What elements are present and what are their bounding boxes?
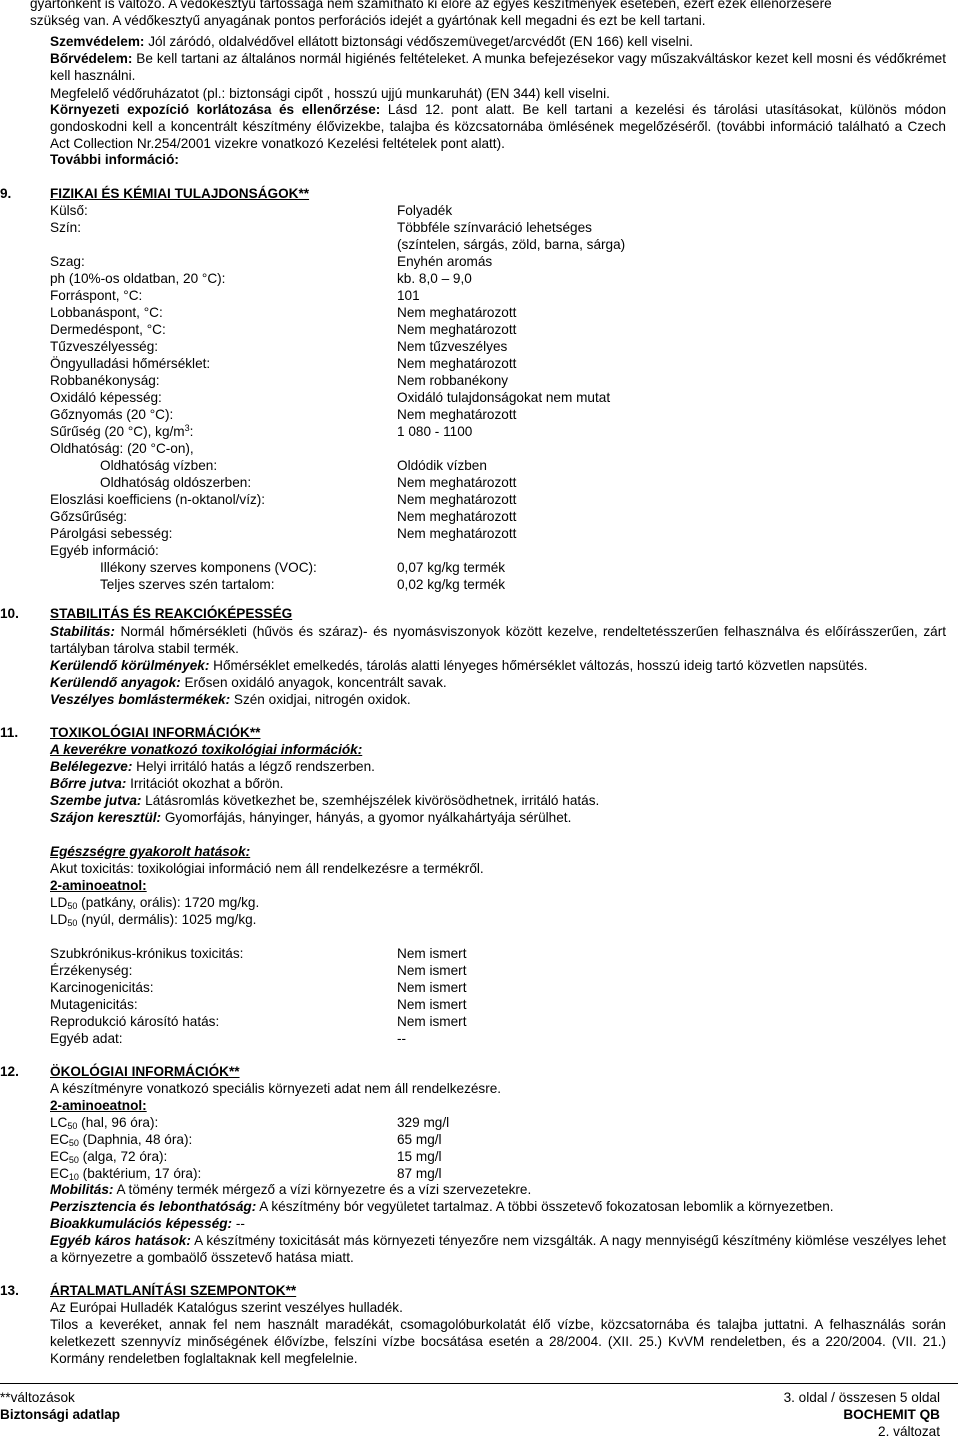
mobility-text: A tömény termék mérgező a vízi környezetre és a vízi szervezetekre. bbox=[113, 1182, 532, 1197]
ecotox-prefix: LC bbox=[50, 1115, 68, 1130]
toxicity-name: Mutagenicitás: bbox=[50, 997, 138, 1012]
paragraph-gloves bbox=[30, 0, 946, 29]
gloves-line-1: gyártónként is változó. A védőkesztyű tartóssága nem számítható ki előre az egyes készítmények esetében, ezért ezek ellenőrzésére bbox=[30, 0, 832, 11]
property-value: Nem meghatározott bbox=[397, 407, 517, 422]
property-value: Oldódik vízben bbox=[397, 458, 487, 473]
toxicity-name: Érzékenység: bbox=[50, 963, 133, 978]
property-name: Oldhatóság oldószerben: bbox=[100, 475, 252, 490]
materials-to-avoid-text: Erősen oxidáló anyagok, koncentrált savak. bbox=[180, 675, 447, 690]
skin-protection bbox=[50, 50, 946, 84]
other-effects-label: Egyéb káros hatások: bbox=[50, 1233, 191, 1248]
decomposition-label: Veszélyes bomlástermékek: bbox=[50, 692, 231, 707]
ecotox-sub: 10 bbox=[68, 1172, 79, 1182]
toxicity-value: -- bbox=[397, 1031, 407, 1046]
materials-to-avoid bbox=[50, 674, 447, 691]
aminoethanol-label-tox: 2-aminoeatnol: bbox=[50, 878, 147, 893]
footer-divider bbox=[0, 1383, 958, 1384]
section-11-number: 11. bbox=[0, 725, 19, 740]
eye-protection bbox=[50, 33, 693, 50]
property-name: Eloszlási koefficiens (n-oktanol/víz): bbox=[50, 492, 266, 507]
other-effects-text: A készítmény toxicitását más környezeti tényezőre nem vizsgálták. A nagy mennyiségű készítmény kiömlése veszélyes lehet a környezetre a gombaölő összetevő hatása miatt. bbox=[50, 1233, 946, 1266]
property-value: 1 080 - 1100 bbox=[397, 424, 473, 439]
toxicity-name: Reprodukció károsító hatás: bbox=[50, 1014, 220, 1029]
property-value: Nem robbanékony bbox=[397, 373, 509, 388]
property-value: Oxidáló tulajdonságokat nem mutat bbox=[397, 390, 611, 405]
aminoethanol-label-eco: 2-aminoeatnol: bbox=[50, 1098, 147, 1113]
ecotox-desc: (Daphnia, 48 óra): bbox=[78, 1132, 193, 1147]
ld50-oral bbox=[50, 894, 259, 911]
property-name: Forráspont, °C: bbox=[50, 288, 143, 303]
ecotox-value: 15 mg/l bbox=[397, 1149, 442, 1164]
stability-label: Stabilitás: bbox=[50, 624, 115, 639]
density-label bbox=[50, 423, 193, 440]
ingestion-text: Gyomorfájás, hányinger, hányás, a gyomor nyálkahártyája sérülhet. bbox=[161, 810, 572, 825]
superscript-3: 3 bbox=[184, 423, 190, 433]
property-value: Folyadék bbox=[397, 203, 453, 218]
property-name: Robbanékonyság: bbox=[50, 373, 160, 388]
property-name: Szín: bbox=[50, 220, 81, 235]
mixture-tox-subtitle: A keverékre vonatkozó toxikológiai információk: bbox=[50, 742, 363, 757]
ld50-oral-prefix: LD bbox=[50, 895, 68, 910]
section-10-title: STABILITÁS ÉS REAKCIÓKÉPESSÉG bbox=[50, 606, 293, 621]
property-name: Illékony szerves komponens (VOC): bbox=[100, 560, 317, 575]
section-13-number: 13. bbox=[0, 1283, 19, 1298]
env-exposure-ref: Lásd 12. pont alatt. bbox=[380, 102, 515, 117]
protective-clothing: Megfelelő védőruházatot (pl.: biztonsági cipőt , hosszú ujjú munkaruhát) (EN 344) kell viselni. bbox=[50, 86, 610, 101]
persistence-label: Perzisztencia és lebonthatóság: bbox=[50, 1199, 257, 1214]
ecotox-name bbox=[50, 1148, 167, 1165]
skin-protection-text: Be kell tartani az általános normál higiénés feltételeket. A munka befejezésekor vagy műszakváltáskor kezet kell mosni és védőkrémet kell használni. bbox=[50, 51, 946, 84]
section-9-title: FIZIKAI ÉS KÉMIAI TULAJDONSÁGOK** bbox=[50, 186, 310, 201]
eye-contact bbox=[50, 792, 599, 809]
property-name: Szag: bbox=[50, 254, 85, 269]
materials-to-avoid-label: Kerülendő anyagok: bbox=[50, 675, 181, 690]
property-name: ph (10%-os oldatban, 20 °C): bbox=[50, 271, 226, 286]
inhalation bbox=[50, 758, 375, 775]
ecotox-desc: (baktérium, 17 óra): bbox=[78, 1166, 202, 1181]
ecotox-desc: (alga, 72 óra): bbox=[78, 1149, 168, 1164]
further-info-label: További információ: bbox=[50, 152, 179, 167]
toxicity-name: Karcinogenicitás: bbox=[50, 980, 154, 995]
ecotox-prefix: EC bbox=[50, 1149, 69, 1164]
property-name: Öngyulladási hőmérséklet: bbox=[50, 356, 211, 371]
skin-contact bbox=[50, 775, 283, 792]
toxicity-name: Szubkrónikus-krónikus toxicitás: bbox=[50, 946, 244, 961]
section-12-number: 12. bbox=[0, 1064, 19, 1079]
skin-contact-label: Bőrre jutva: bbox=[50, 776, 127, 791]
property-value: Nem meghatározott bbox=[397, 492, 517, 507]
property-colon: : bbox=[189, 424, 194, 439]
ld50-dermal-sub: 50 bbox=[67, 918, 78, 928]
ecotox-value: 65 mg/l bbox=[397, 1132, 442, 1147]
ld50-oral-sub: 50 bbox=[67, 901, 78, 911]
conditions-to-avoid-text: Hőmérséklet emelkedés, tárolás alatti lényeges hőmérséklet változás, hosszú ideig tartó közvetlen napsütés. bbox=[209, 658, 868, 673]
property-value: 0,02 kg/kg termék bbox=[397, 577, 506, 592]
property-value: (színtelen, sárgás, zöld, barna, sárga) bbox=[397, 237, 626, 252]
ingestion bbox=[50, 809, 571, 826]
bioaccumulation-text: -- bbox=[232, 1216, 245, 1231]
eco-intro: A készítményre vonatkozó speciális környezeti adat nem áll rendelkezésre. bbox=[50, 1081, 502, 1096]
footer-changes: **változások bbox=[0, 1390, 75, 1405]
toxicity-name: Egyéb adat: bbox=[50, 1031, 123, 1046]
skin-protection-label: Bőrvédelem: bbox=[50, 51, 133, 66]
section-9-number: 9. bbox=[0, 186, 12, 201]
environmental-exposure bbox=[50, 101, 946, 153]
ecotox-value: 329 mg/l bbox=[397, 1115, 450, 1130]
eye-contact-text: Látásromlás következhet be, szemhéjszélek kivörösödhetnek, irritáló hatás. bbox=[141, 793, 600, 808]
property-value: Nem meghatározott bbox=[397, 305, 517, 320]
persistence bbox=[50, 1198, 834, 1215]
mobility bbox=[50, 1181, 531, 1198]
footer-version: 2. változat bbox=[878, 1424, 940, 1439]
eye-contact-label: Szembe jutva: bbox=[50, 793, 142, 808]
conditions-to-avoid bbox=[50, 657, 868, 674]
property-value: kb. 8,0 – 9,0 bbox=[397, 271, 472, 286]
property-value: Nem tűzveszélyes bbox=[397, 339, 508, 354]
section-11-title: TOXIKOLÓGIAI INFORMÁCIÓK** bbox=[50, 725, 261, 740]
property-value: 0,07 kg/kg termék bbox=[397, 560, 506, 575]
property-value: Nem meghatározott bbox=[397, 356, 517, 371]
footer-doc-title: Biztonsági adatlap bbox=[0, 1407, 121, 1422]
gloves-line-2: szükség van. A védőkesztyű anyagának pontos perforációs idejét a gyártónak kell megadni és ezt be kell tartani. bbox=[30, 13, 706, 29]
decomposition-text: Szén oxidjai, nitrogén oxidok. bbox=[230, 692, 411, 707]
property-name: Tűzveszélyesség: bbox=[50, 339, 159, 354]
persistence-text: A készítmény bór vegyületet tartalmaz. A többi összetevő fokozatosan lebomlik a környezetben. bbox=[256, 1199, 834, 1214]
disposal-paragraph: Tilos a keveréket, annak fel nem használt maradékát, csomagolóburkolatát élő vízbe, közcsatornába és talajba juttatni. A felhasználás során keletkezett szennyvíz minőségének élővízbe, felszíni vízbe bocsátása esetén a 28/2004. (XII. 25.) KvVM rendeletben, és a 220/2004. (VII. 21.) Kormány rendeletben foglaltaknak kell megfelelnie. bbox=[50, 1317, 946, 1367]
mobility-label: Mobilitás: bbox=[50, 1182, 114, 1197]
toxicity-value: Nem ismert bbox=[397, 1014, 467, 1029]
density-text: Sűrűség (20 °C), kg/m bbox=[50, 424, 185, 439]
footer-product: BOCHEMIT QB bbox=[843, 1407, 940, 1422]
ecotox-name bbox=[50, 1114, 158, 1131]
ld50-oral-text: (patkány, orális): 1720 mg/kg. bbox=[77, 895, 260, 910]
property-name: Teljes szerves szén tartalom: bbox=[100, 577, 275, 592]
ecotox-sub: 50 bbox=[68, 1155, 79, 1165]
property-value: 101 bbox=[397, 288, 420, 303]
property-value: Többféle színvaráció lehetséges bbox=[397, 220, 592, 235]
section-10-number: 10. bbox=[0, 606, 19, 621]
bioaccumulation-label: Bioakkumulációs képesség: bbox=[50, 1216, 233, 1231]
property-value: Enyhén aromás bbox=[397, 254, 493, 269]
property-name: Dermedéspont, °C: bbox=[50, 322, 166, 337]
property-value: Nem meghatározott bbox=[397, 526, 517, 541]
ecotox-sub: 50 bbox=[68, 1138, 79, 1148]
toxicity-value: Nem ismert bbox=[397, 997, 467, 1012]
eye-protection-text: Jól záródó, oldalvédővel ellátott biztonsági védőszemüveget/arcvédőt (EN 166) kell viselni. bbox=[144, 34, 694, 49]
stability-text: Normál hőmérsékleti (hűvös és száraz)- és nyomásviszonyok között kezelve, rendeltetésszerűen felhasználva és előírásszerűen, zárt tartályban tárolva stabil termék. bbox=[50, 624, 946, 657]
eye-protection-label: Szemvédelem: bbox=[50, 34, 145, 49]
property-name: Külső: bbox=[50, 203, 88, 218]
property-name: Lobbanáspont, °C: bbox=[50, 305, 163, 320]
acute-toxicity: Akut toxicitás: toxikológiai információ nem áll rendelkezésre a termékről. bbox=[50, 861, 484, 876]
ecotox-name bbox=[50, 1165, 201, 1182]
health-effects-heading: Egészségre gyakorolt hatások: bbox=[50, 844, 251, 859]
section-12-title: ÖKOLÓGIAI INFORMÁCIÓK** bbox=[50, 1064, 240, 1079]
toxicity-value: Nem ismert bbox=[397, 946, 467, 961]
property-value: Nem meghatározott bbox=[397, 475, 517, 490]
inhalation-text: Helyi irritáló hatás a légző rendszerben. bbox=[132, 759, 375, 774]
ecotox-desc: (hal, 96 óra): bbox=[77, 1115, 159, 1130]
ecotox-value: 87 mg/l bbox=[397, 1166, 442, 1181]
ld50-dermal bbox=[50, 911, 256, 928]
inhalation-label: Belélegezve: bbox=[50, 759, 133, 774]
property-name: Oxidáló képesség: bbox=[50, 390, 162, 405]
other-effects bbox=[50, 1232, 946, 1266]
property-name: Egyéb információ: bbox=[50, 543, 159, 558]
ecotox-sub: 50 bbox=[67, 1121, 78, 1131]
ingestion-label: Szájon keresztül: bbox=[50, 810, 162, 825]
ecotox-prefix: EC bbox=[50, 1132, 69, 1147]
disposal-line-1: Az Európai Hulladék Katalógus szerint veszélyes hulladék. bbox=[50, 1300, 403, 1315]
toxicity-value: Nem ismert bbox=[397, 963, 467, 978]
property-name: Gőzsűrűség: bbox=[50, 509, 128, 524]
section-13-title: ÁRTALMATLANÍTÁSI SZEMPONTOK** bbox=[50, 1283, 297, 1298]
skin-contact-text: Irritációt okozhat a bőrön. bbox=[126, 776, 284, 791]
ld50-dermal-prefix: LD bbox=[50, 912, 68, 927]
property-value: Nem meghatározott bbox=[397, 509, 517, 524]
decomposition-products bbox=[50, 691, 411, 708]
bioaccumulation bbox=[50, 1215, 245, 1232]
property-name: Oldhatóság: (20 °C-on), bbox=[50, 441, 194, 456]
env-exposure-label: Környezeti expozíció korlátozása és ellenőrzése: bbox=[50, 102, 381, 117]
ecotox-name bbox=[50, 1131, 192, 1148]
property-name: Gőznyomás (20 °C): bbox=[50, 407, 174, 422]
conditions-to-avoid-label: Kerülendő körülmények: bbox=[50, 658, 210, 673]
property-name: Párolgási sebesség: bbox=[50, 526, 173, 541]
stability bbox=[50, 623, 946, 657]
property-value: Nem meghatározott bbox=[397, 322, 517, 337]
ld50-dermal-text: (nyúl, dermális): 1025 mg/kg. bbox=[77, 912, 257, 927]
footer-page-number: 3. oldal / összesen 5 oldal bbox=[783, 1390, 940, 1405]
property-name: Oldhatóság vízben: bbox=[100, 458, 218, 473]
ecotox-prefix: EC bbox=[50, 1166, 69, 1181]
env-exposure-text: Be kell tartani a kezelési és tárolási utasításokat, különös módon gondoskodni kell a koncentrált készítmény élővizekbe, talajba és közcsatornába ömlésének megelőzéséről. (további információ található a Czech Act Collection Nr.254/2001 vizekre vonatkozó Kezelési feltételek pont alatt). bbox=[50, 102, 947, 152]
toxicity-value: Nem ismert bbox=[397, 980, 467, 995]
